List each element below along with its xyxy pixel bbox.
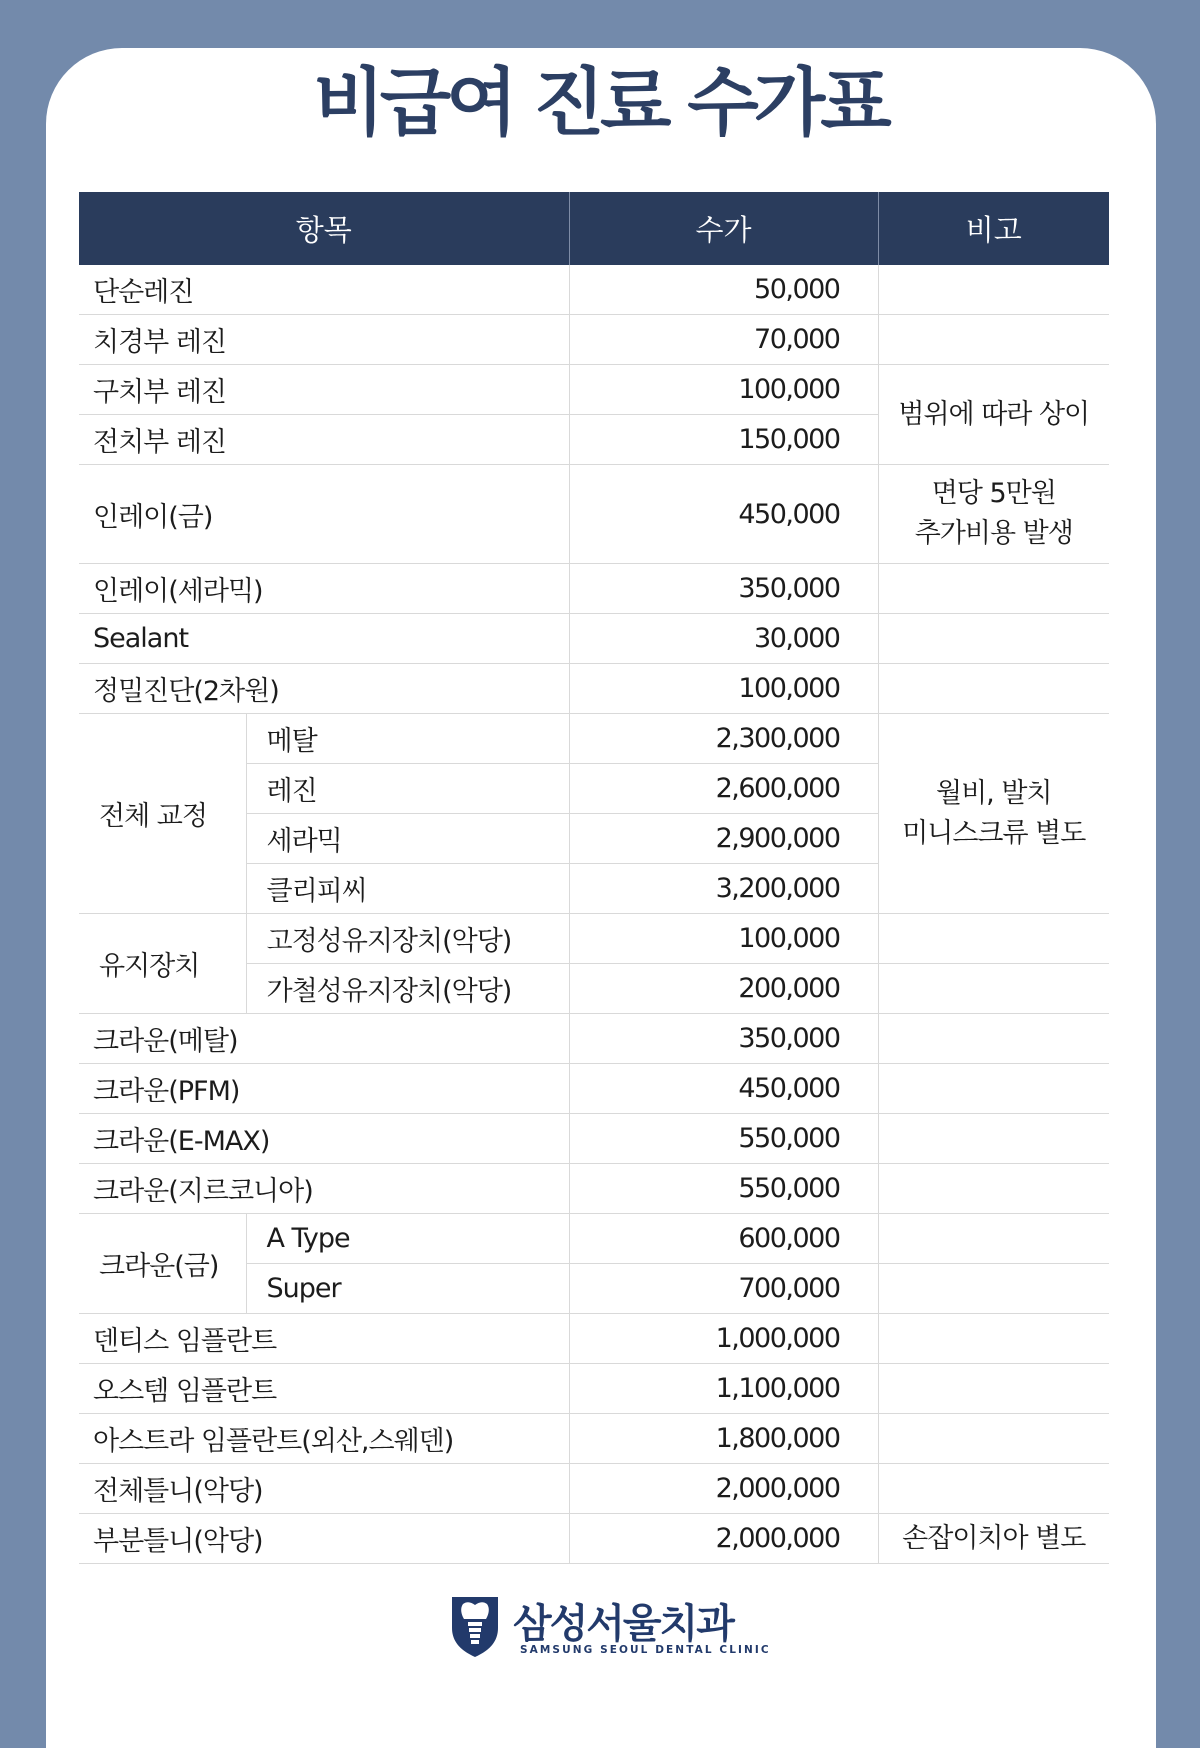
table-row (79, 1314, 1109, 1364)
item-price: 100,000 (569, 914, 878, 964)
table-row (79, 1364, 1109, 1414)
table-row (79, 664, 1109, 714)
note-line: 면당 5만원 (931, 478, 1056, 509)
header-item: 항목 (79, 192, 569, 265)
item-name: 정밀진단(2차원) (79, 664, 569, 714)
item-name: 구치부 레진 (79, 365, 569, 415)
group-label: 크라운(금) (79, 1214, 246, 1314)
partial-denture-note: 손잡이치아 별도 (878, 1514, 1109, 1564)
resin-range-note: 범위에 따라 상이 (878, 365, 1109, 465)
item-note (878, 1314, 1109, 1364)
table-row (79, 714, 1109, 764)
clinic-logo (449, 1594, 771, 1664)
item-price: 700,000 (569, 1264, 878, 1314)
item-price: 30,000 (569, 614, 878, 664)
item-price: 450,000 (569, 1064, 878, 1114)
item-name: 인레이(금) (79, 465, 569, 564)
sub-item-name: Super (246, 1264, 569, 1314)
header-note: 비고 (878, 192, 1109, 265)
item-note (878, 1364, 1109, 1414)
table-row (79, 315, 1109, 365)
clinic-name: 삼성서울치과 (513, 1601, 733, 1647)
item-price: 70,000 (569, 315, 878, 365)
item-price: 2,300,000 (569, 714, 878, 764)
table-row (79, 1514, 1109, 1564)
item-name: 인레이(세라믹) (79, 564, 569, 614)
item-note (878, 964, 1109, 1014)
item-price: 1,100,000 (569, 1364, 878, 1414)
item-name: 크라운(지르코니아) (79, 1164, 569, 1214)
item-note (878, 1464, 1109, 1514)
item-name: 크라운(PFM) (79, 1064, 569, 1114)
sub-item-name: 클리피씨 (246, 864, 569, 914)
sub-item-name: 세라믹 (246, 814, 569, 864)
table-row (79, 614, 1109, 664)
item-name: 전치부 레진 (79, 415, 569, 465)
table-row (79, 365, 1109, 415)
item-price: 50,000 (569, 265, 878, 315)
table-row (79, 564, 1109, 614)
item-note (878, 1164, 1109, 1214)
item-name: 단순레진 (79, 265, 569, 315)
item-price: 350,000 (569, 1014, 878, 1064)
clinic-subtitle: SAMSUNG SEOUL DENTAL CLINIC (520, 1644, 771, 1656)
inlay-gold-note (878, 465, 1109, 564)
table-row (79, 1114, 1109, 1164)
item-name: 부분틀니(악당) (79, 1514, 569, 1564)
item-name: 아스트라 임플란트(외산,스웨덴) (79, 1414, 569, 1464)
item-name: 오스템 임플란트 (79, 1364, 569, 1414)
item-name: 크라운(메탈) (79, 1014, 569, 1064)
ortho-note (878, 714, 1109, 914)
item-name: 덴티스 임플란트 (79, 1314, 569, 1364)
item-note (878, 564, 1109, 614)
item-note (878, 1264, 1109, 1314)
item-note (878, 914, 1109, 964)
sub-item-name: A Type (246, 1214, 569, 1264)
item-price: 2,000,000 (569, 1514, 878, 1564)
item-price: 2,900,000 (569, 814, 878, 864)
item-note (878, 265, 1109, 315)
table-row (79, 1164, 1109, 1214)
item-note (878, 1414, 1109, 1464)
item-price: 350,000 (569, 564, 878, 614)
item-note (878, 614, 1109, 664)
table-row (79, 1014, 1109, 1064)
item-price: 2,600,000 (569, 764, 878, 814)
group-label: 전체 교정 (79, 714, 246, 914)
item-price: 1,000,000 (569, 1314, 878, 1364)
table-row (79, 914, 1109, 964)
sub-item-name: 고정성유지장치(악당) (246, 914, 569, 964)
note-line: 추가비용 발생 (914, 518, 1073, 549)
item-price: 450,000 (569, 465, 878, 564)
page-title: 비급여 진료 수가표 (313, 60, 887, 146)
item-price: 1,800,000 (569, 1414, 878, 1464)
item-note (878, 1014, 1109, 1064)
item-price: 550,000 (569, 1164, 878, 1214)
item-price: 2,000,000 (569, 1464, 878, 1514)
item-price: 100,000 (569, 365, 878, 415)
item-price: 150,000 (569, 415, 878, 465)
item-name: 크라운(E-MAX) (79, 1114, 569, 1164)
item-note (878, 1064, 1109, 1114)
item-price: 100,000 (569, 664, 878, 714)
item-note (878, 1114, 1109, 1164)
item-price: 3,200,000 (569, 864, 878, 914)
note-line: 월비, 발치 (936, 777, 1052, 809)
item-price: 200,000 (569, 964, 878, 1014)
item-note (878, 664, 1109, 714)
item-note (878, 1214, 1109, 1264)
group-label: 유지장치 (79, 914, 246, 1014)
table-row (79, 1064, 1109, 1114)
sub-item-name: 레진 (246, 764, 569, 814)
item-name: 치경부 레진 (79, 315, 569, 365)
item-price: 550,000 (569, 1114, 878, 1164)
sub-item-name: 가철성유지장치(악당) (246, 964, 569, 1014)
table-row (79, 1464, 1109, 1514)
item-name: 전체틀니(악당) (79, 1464, 569, 1514)
item-price: 600,000 (569, 1214, 878, 1264)
sub-item-name: 메탈 (246, 714, 569, 764)
table-row (79, 1414, 1109, 1464)
item-note (878, 315, 1109, 365)
table-row (79, 265, 1109, 315)
header-price: 수가 (569, 192, 878, 265)
item-name: Sealant (79, 614, 569, 664)
table-header-row (79, 192, 1109, 265)
tooth-implant-shield-icon (449, 1594, 501, 1658)
table-row (79, 1214, 1109, 1264)
fee-table (79, 192, 1109, 1564)
table-row (79, 465, 1109, 564)
note-line: 미니스크류 별도 (902, 817, 1086, 849)
